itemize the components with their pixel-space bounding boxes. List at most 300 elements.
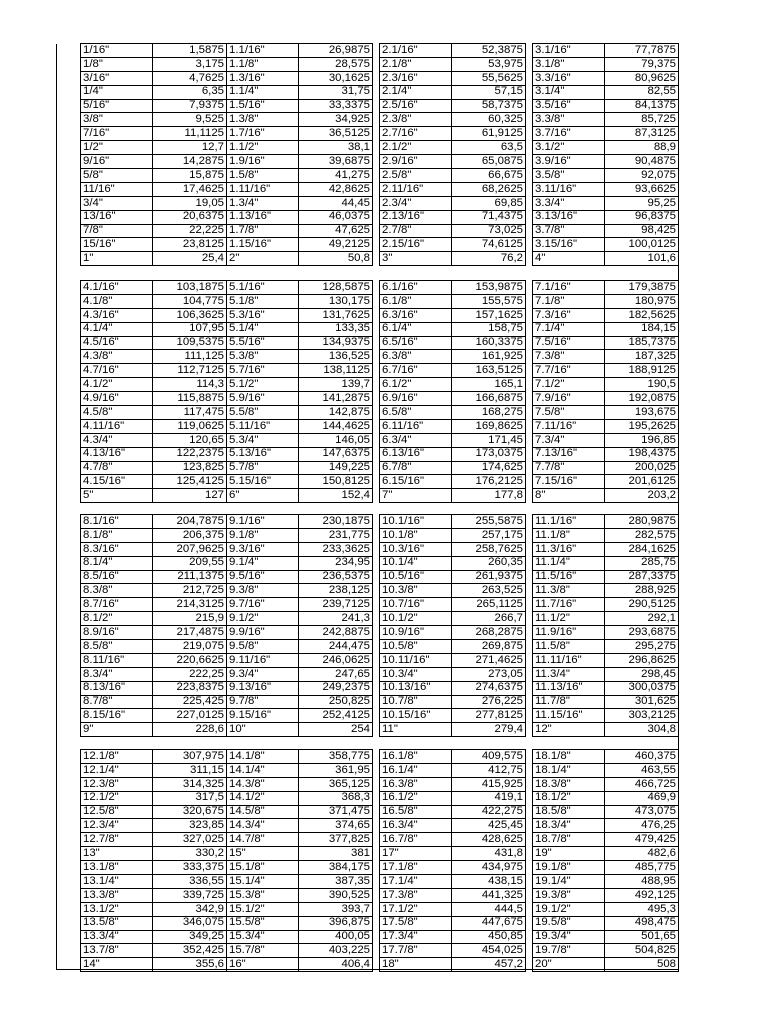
inch-cell: 9.1/8"	[227, 528, 299, 542]
inch-cell: 12.3/4"	[81, 819, 153, 833]
inch-cell: 2"	[227, 252, 299, 266]
table-row	[227, 322, 373, 336]
mm-cell: 276,225	[452, 695, 526, 709]
mm-cell: 174,625	[452, 461, 526, 475]
inch-cell: 9.1/4"	[227, 556, 299, 570]
inch-cell: 6.13/16"	[380, 447, 452, 461]
table-row	[533, 461, 679, 475]
inch-cell: 17.3/4"	[380, 930, 452, 944]
table-row	[227, 750, 373, 764]
table-row	[533, 155, 679, 169]
inch-cell: 7.11/16"	[533, 419, 605, 433]
table-row	[380, 930, 526, 944]
table-row	[533, 542, 679, 556]
inch-cell: 6.15/16"	[380, 475, 452, 489]
table-row	[81, 406, 227, 420]
table-row	[81, 489, 227, 503]
inch-cell: 15.3/8"	[227, 888, 299, 902]
table-row	[81, 805, 227, 819]
inch-cell: 10.1/2"	[380, 612, 452, 626]
table-row	[380, 475, 526, 489]
mm-cell: 336,55	[153, 875, 227, 889]
inch-cell: 9.15/16"	[227, 709, 299, 723]
mm-cell: 206,375	[153, 528, 227, 542]
mm-cell: 419,1	[452, 791, 526, 805]
table-row	[81, 322, 227, 336]
inch-cell: 2.7/16"	[380, 127, 452, 141]
table-row	[380, 709, 526, 723]
table-row	[533, 598, 679, 612]
mm-cell: 488,95	[605, 875, 679, 889]
conversion-table	[80, 43, 227, 266]
mm-cell: 179,3875	[605, 281, 679, 295]
inch-cell: 14.7/8"	[227, 833, 299, 847]
mm-cell: 173,0375	[452, 447, 526, 461]
inch-cell: 7.5/8"	[533, 406, 605, 420]
inch-cell: 9.1/16"	[227, 515, 299, 529]
mm-cell: 79,375	[605, 57, 679, 71]
table-row	[533, 584, 679, 598]
table-row	[227, 281, 373, 295]
inch-cell: 17.1/8"	[380, 861, 452, 875]
table-row	[380, 350, 526, 364]
mm-cell: 384,175	[299, 861, 373, 875]
table-row	[533, 958, 679, 972]
table-row	[81, 584, 227, 598]
table-row	[227, 224, 373, 238]
table-row	[380, 364, 526, 378]
mm-cell: 38,1	[299, 141, 373, 155]
mm-cell: 479,425	[605, 833, 679, 847]
inch-cell: 6.7/8"	[380, 461, 452, 475]
inch-cell: 13"	[81, 847, 153, 861]
table-row	[81, 902, 227, 916]
conversion-table	[379, 280, 526, 503]
inch-cell: 7.7/16"	[533, 364, 605, 378]
inch-cell: 9.7/8"	[227, 695, 299, 709]
mm-cell: 196,85	[605, 433, 679, 447]
table-row	[380, 528, 526, 542]
table-row	[533, 406, 679, 420]
mm-cell: 454,025	[452, 944, 526, 958]
inch-cell: 8.9/16"	[81, 626, 153, 640]
table-row	[227, 113, 373, 127]
mm-cell: 252,4125	[299, 709, 373, 723]
inch-cell: 10.3/16"	[380, 542, 452, 556]
table-row	[227, 433, 373, 447]
table-row	[380, 294, 526, 308]
mm-cell: 274,6375	[452, 681, 526, 695]
table-row	[81, 556, 227, 570]
inch-cell: 10.5/16"	[380, 570, 452, 584]
table-row	[227, 902, 373, 916]
inch-cell: 1.15/16"	[227, 238, 299, 252]
inch-cell: 5.15/16"	[227, 475, 299, 489]
inch-cell: 10.1/16"	[380, 515, 452, 529]
table-row	[81, 141, 227, 155]
inch-cell: 8.7/16"	[81, 598, 153, 612]
mm-cell: 234,95	[299, 556, 373, 570]
mm-cell: 255,5875	[452, 515, 526, 529]
mm-cell: 327,025	[153, 833, 227, 847]
inch-cell: 13.3/8"	[81, 888, 153, 902]
mm-cell: 127	[153, 489, 227, 503]
mm-cell: 447,675	[452, 916, 526, 930]
mm-cell: 396,875	[299, 916, 373, 930]
conversion-table	[226, 280, 373, 503]
inch-cell: 2.11/16"	[380, 182, 452, 196]
table-row	[533, 308, 679, 322]
mm-cell: 69,85	[452, 196, 526, 210]
table-row	[81, 695, 227, 709]
table-row	[81, 155, 227, 169]
table-row	[227, 155, 373, 169]
mm-cell: 266,7	[452, 612, 526, 626]
table-row	[533, 763, 679, 777]
table-row	[380, 916, 526, 930]
mm-cell: 188,9125	[605, 364, 679, 378]
mm-cell: 131,7625	[299, 308, 373, 322]
inch-cell: 5.3/8"	[227, 350, 299, 364]
mm-cell: 422,275	[452, 805, 526, 819]
table-row	[81, 930, 227, 944]
inch-cell: 17.3/8"	[380, 888, 452, 902]
conversion-table	[379, 749, 526, 972]
inch-cell: 3.3/8"	[533, 113, 605, 127]
table-row	[533, 930, 679, 944]
inch-cell: 1/2"	[81, 141, 153, 155]
mm-cell: 368,3	[299, 791, 373, 805]
table-row	[380, 819, 526, 833]
inch-cell: 5.5/8"	[227, 406, 299, 420]
mm-cell: 190,5	[605, 378, 679, 392]
mm-cell: 14,2875	[153, 155, 227, 169]
mm-cell: 166,6875	[452, 392, 526, 406]
mm-cell: 58,7375	[452, 99, 526, 113]
table-row	[380, 224, 526, 238]
mm-cell: 36,5125	[299, 127, 373, 141]
inch-cell: 3.1/2"	[533, 141, 605, 155]
table-row	[380, 570, 526, 584]
mm-cell: 134,9375	[299, 336, 373, 350]
inch-cell: 5"	[81, 489, 153, 503]
mm-cell: 168,275	[452, 406, 526, 420]
inch-cell: 11.9/16"	[533, 626, 605, 640]
inch-cell: 16.1/2"	[380, 791, 452, 805]
mm-cell: 203,2	[605, 489, 679, 503]
table-row	[380, 419, 526, 433]
table-row	[81, 238, 227, 252]
mm-cell: 193,675	[605, 406, 679, 420]
inch-cell: 9"	[81, 723, 153, 737]
inch-cell: 6.7/16"	[380, 364, 452, 378]
table-row	[227, 71, 373, 85]
table-row	[81, 169, 227, 183]
mm-cell: 141,2875	[299, 392, 373, 406]
table-row	[227, 709, 373, 723]
inch-cell: 15/16"	[81, 238, 153, 252]
inch-cell: 4.1/2"	[81, 378, 153, 392]
inch-cell: 1.1/2"	[227, 141, 299, 155]
mm-cell: 46,0375	[299, 210, 373, 224]
table-row	[533, 667, 679, 681]
mm-cell: 236,5375	[299, 570, 373, 584]
inch-cell: 1.7/16"	[227, 127, 299, 141]
table-row	[227, 447, 373, 461]
inch-cell: 1.3/8"	[227, 113, 299, 127]
table-row	[227, 612, 373, 626]
left-margin-line	[56, 44, 57, 970]
table-row	[227, 308, 373, 322]
table-row	[533, 294, 679, 308]
inch-cell: 19"	[533, 847, 605, 861]
mm-cell: 180,975	[605, 294, 679, 308]
inch-cell: 1.13/16"	[227, 210, 299, 224]
inch-cell: 9.3/8"	[227, 584, 299, 598]
mm-cell: 211,1375	[153, 570, 227, 584]
mm-cell: 296,8625	[605, 653, 679, 667]
inch-cell: 1/4"	[81, 85, 153, 99]
table-row	[227, 364, 373, 378]
table-row	[533, 709, 679, 723]
table-row	[533, 350, 679, 364]
inch-cell: 14.1/8"	[227, 750, 299, 764]
inch-cell: 5/8"	[81, 169, 153, 183]
mm-cell: 460,375	[605, 750, 679, 764]
table-row	[81, 763, 227, 777]
mm-cell: 355,6	[153, 958, 227, 972]
inch-cell: 7.3/8"	[533, 350, 605, 364]
table-row	[533, 515, 679, 529]
table-row	[227, 406, 373, 420]
mm-cell: 100,0125	[605, 238, 679, 252]
table-row	[380, 750, 526, 764]
inch-cell: 3/8"	[81, 113, 153, 127]
mm-cell: 249,2375	[299, 681, 373, 695]
inch-cell: 11.5/8"	[533, 640, 605, 654]
inch-cell: 4"	[533, 252, 605, 266]
mm-cell: 161,925	[452, 350, 526, 364]
mm-cell: 390,525	[299, 888, 373, 902]
mm-cell: 441,325	[452, 888, 526, 902]
mm-cell: 3,175	[153, 57, 227, 71]
table-row	[380, 888, 526, 902]
mm-cell: 219,075	[153, 640, 227, 654]
table-row	[227, 777, 373, 791]
mm-cell: 292,1	[605, 612, 679, 626]
inch-cell: 11.7/8"	[533, 695, 605, 709]
mm-cell: 428,625	[452, 833, 526, 847]
table-row	[227, 653, 373, 667]
table-row	[380, 113, 526, 127]
mm-cell: 473,075	[605, 805, 679, 819]
mm-cell: 144,4625	[299, 419, 373, 433]
table-row	[81, 861, 227, 875]
inch-cell: 6.1/16"	[380, 281, 452, 295]
table-row	[227, 598, 373, 612]
inch-cell: 11.13/16"	[533, 681, 605, 695]
table-row	[533, 556, 679, 570]
inch-cell: 11"	[380, 723, 452, 737]
table-row	[533, 528, 679, 542]
table-row	[227, 930, 373, 944]
inch-cell: 17.1/2"	[380, 902, 452, 916]
inch-cell: 13.1/4"	[81, 875, 153, 889]
table-row	[81, 44, 227, 58]
inch-cell: 8"	[533, 489, 605, 503]
inch-cell: 18.1/8"	[533, 750, 605, 764]
inch-cell: 5.3/4"	[227, 433, 299, 447]
mm-cell: 107,95	[153, 322, 227, 336]
mm-cell: 250,825	[299, 695, 373, 709]
table-row	[533, 182, 679, 196]
inch-cell: 3.5/8"	[533, 169, 605, 183]
mm-cell: 371,475	[299, 805, 373, 819]
table-row	[81, 750, 227, 764]
inch-cell: 4.13/16"	[81, 447, 153, 461]
table-row	[533, 875, 679, 889]
table-row	[380, 447, 526, 461]
mm-cell: 258,7625	[452, 542, 526, 556]
table-row	[380, 777, 526, 791]
mm-cell: 1,5875	[153, 44, 227, 58]
mm-cell: 307,975	[153, 750, 227, 764]
mm-cell: 165,1	[452, 378, 526, 392]
inch-cell: 8.5/16"	[81, 570, 153, 584]
mm-cell: 406,4	[299, 958, 373, 972]
inch-cell: 4.5/16"	[81, 336, 153, 350]
table-row	[227, 392, 373, 406]
inch-cell: 14.3/4"	[227, 819, 299, 833]
inch-cell: 8.5/8"	[81, 640, 153, 654]
table-row	[380, 763, 526, 777]
inch-cell: 10.13/16"	[380, 681, 452, 695]
inch-cell: 9.1/2"	[227, 612, 299, 626]
table-row	[81, 612, 227, 626]
inch-cell: 6.5/16"	[380, 336, 452, 350]
inch-cell: 2.9/16"	[380, 155, 452, 169]
mm-cell: 153,9875	[452, 281, 526, 295]
mm-cell: 177,8	[452, 489, 526, 503]
table-row	[533, 489, 679, 503]
conversion-table	[80, 280, 227, 503]
table-row	[227, 570, 373, 584]
table-row	[533, 447, 679, 461]
mm-cell: 284,1625	[605, 542, 679, 556]
mm-cell: 293,6875	[605, 626, 679, 640]
inch-cell: 2.1/2"	[380, 141, 452, 155]
inch-cell: 6"	[227, 489, 299, 503]
inch-cell: 5.1/16"	[227, 281, 299, 295]
table-row	[81, 515, 227, 529]
inch-cell: 8.15/16"	[81, 709, 153, 723]
inch-cell: 3"	[380, 252, 452, 266]
mm-cell: 209,55	[153, 556, 227, 570]
inch-cell: 13.1/8"	[81, 861, 153, 875]
inch-cell: 11.3/8"	[533, 584, 605, 598]
table-row	[533, 833, 679, 847]
table-row	[380, 847, 526, 861]
mm-cell: 147,6375	[299, 447, 373, 461]
mm-cell: 495,3	[605, 902, 679, 916]
mm-cell: 98,425	[605, 224, 679, 238]
inch-cell: 8.3/16"	[81, 542, 153, 556]
table-row	[380, 598, 526, 612]
mm-cell: 463,55	[605, 763, 679, 777]
mm-cell: 498,475	[605, 916, 679, 930]
mm-cell: 342,9	[153, 902, 227, 916]
mm-cell: 68,2625	[452, 182, 526, 196]
mm-cell: 157,1625	[452, 308, 526, 322]
table-row	[533, 681, 679, 695]
conversion-table	[226, 749, 373, 972]
inch-cell: 3.11/16"	[533, 182, 605, 196]
inch-cell: 19.3/4"	[533, 930, 605, 944]
mm-cell: 90,4875	[605, 155, 679, 169]
inch-cell: 2.3/8"	[380, 113, 452, 127]
table-row	[81, 542, 227, 556]
mm-cell: 263,525	[452, 584, 526, 598]
mm-cell: 304,8	[605, 723, 679, 737]
inch-cell: 7/16"	[81, 127, 153, 141]
table-row	[380, 85, 526, 99]
mm-cell: 320,675	[153, 805, 227, 819]
table-row	[533, 99, 679, 113]
table-row	[533, 378, 679, 392]
conversion-table	[80, 749, 227, 972]
table-row	[227, 944, 373, 958]
mm-cell: 225,425	[153, 695, 227, 709]
mm-cell: 23,8125	[153, 238, 227, 252]
inch-cell: 13/16"	[81, 210, 153, 224]
inch-cell: 2.5/8"	[380, 169, 452, 183]
mm-cell: 204,7875	[153, 515, 227, 529]
table-row	[81, 667, 227, 681]
mm-cell: 400,05	[299, 930, 373, 944]
inch-cell: 6.11/16"	[380, 419, 452, 433]
mm-cell: 11,1125	[153, 127, 227, 141]
mm-cell: 115,8875	[153, 392, 227, 406]
table-row	[227, 528, 373, 542]
mm-cell: 476,25	[605, 819, 679, 833]
table-row	[533, 902, 679, 916]
mm-cell: 231,775	[299, 528, 373, 542]
inch-cell: 14.5/8"	[227, 805, 299, 819]
inch-cell: 11.3/4"	[533, 667, 605, 681]
mm-cell: 260,35	[452, 556, 526, 570]
inch-cell: 10.9/16"	[380, 626, 452, 640]
inch-cell: 18.7/8"	[533, 833, 605, 847]
mm-cell: 112,7125	[153, 364, 227, 378]
table-row	[380, 861, 526, 875]
table-row	[380, 322, 526, 336]
table-row	[81, 294, 227, 308]
table-row	[380, 392, 526, 406]
mm-cell: 19,05	[153, 196, 227, 210]
table-row	[380, 238, 526, 252]
inch-cell: 2.15/16"	[380, 238, 452, 252]
inch-cell: 19.1/2"	[533, 902, 605, 916]
mm-cell: 381	[299, 847, 373, 861]
inch-cell: 3.5/16"	[533, 99, 605, 113]
inch-cell: 18.5/8"	[533, 805, 605, 819]
table-row	[227, 723, 373, 737]
inch-cell: 7.15/16"	[533, 475, 605, 489]
mm-cell: 123,825	[153, 461, 227, 475]
table-row	[533, 653, 679, 667]
mm-cell: 6,35	[153, 85, 227, 99]
table-row	[380, 489, 526, 503]
